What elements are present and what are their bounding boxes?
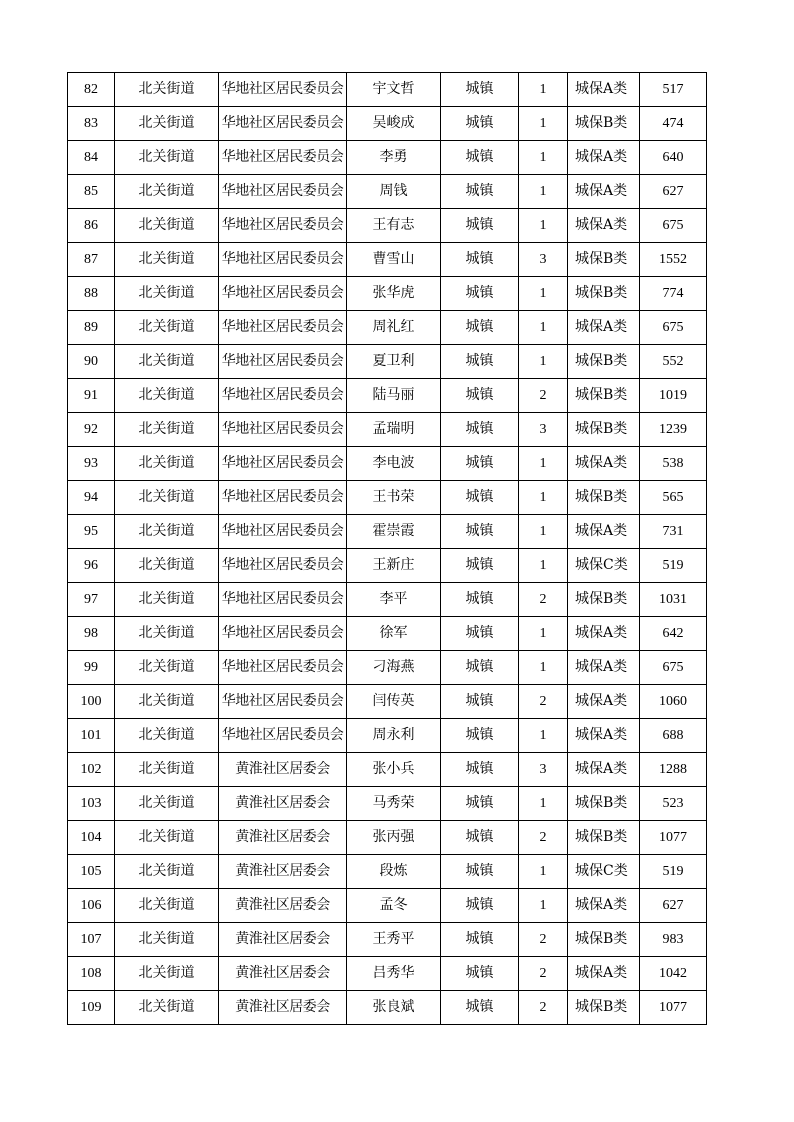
household-type-cell: 城镇 [441, 889, 519, 923]
category-cell: 城保A类 [568, 651, 640, 685]
category-cell: 城保A类 [568, 889, 640, 923]
category-cell: 城保C类 [568, 855, 640, 889]
household-type-cell: 城镇 [441, 787, 519, 821]
household-type-cell: 城镇 [441, 243, 519, 277]
street-cell: 北关街道 [115, 141, 219, 175]
table-row [68, 209, 707, 243]
category-cell: 城保C类 [568, 549, 640, 583]
amount-cell: 1077 [640, 821, 707, 855]
row-number-cell: 104 [68, 821, 115, 855]
community-cell: 黄淮社区居委会 [219, 821, 347, 855]
amount-cell: 731 [640, 515, 707, 549]
street-cell: 北关街道 [115, 617, 219, 651]
amount-cell: 774 [640, 277, 707, 311]
community-cell: 华地社区居民委员会 [219, 277, 347, 311]
row-number-cell: 103 [68, 787, 115, 821]
category-cell: 城保A类 [568, 515, 640, 549]
table-row [68, 821, 707, 855]
household-type-cell: 城镇 [441, 447, 519, 481]
community-cell: 黄淮社区居委会 [219, 889, 347, 923]
row-number-cell: 102 [68, 753, 115, 787]
member-count-cell: 1 [519, 549, 568, 583]
household-type-cell: 城镇 [441, 923, 519, 957]
row-number-cell: 93 [68, 447, 115, 481]
table-row [68, 379, 707, 413]
category-cell: 城保B类 [568, 991, 640, 1025]
table-row [68, 447, 707, 481]
member-count-cell: 2 [519, 379, 568, 413]
amount-cell: 642 [640, 617, 707, 651]
table-body [68, 73, 707, 1025]
amount-cell: 1288 [640, 753, 707, 787]
person-name-cell: 陆马丽 [347, 379, 441, 413]
table-row [68, 413, 707, 447]
street-cell: 北关街道 [115, 549, 219, 583]
member-count-cell: 1 [519, 787, 568, 821]
amount-cell: 474 [640, 107, 707, 141]
community-cell: 华地社区居民委员会 [219, 243, 347, 277]
row-number-cell: 106 [68, 889, 115, 923]
row-number-cell: 107 [68, 923, 115, 957]
category-cell: 城保A类 [568, 957, 640, 991]
household-type-cell: 城镇 [441, 73, 519, 107]
row-number-cell: 101 [68, 719, 115, 753]
person-name-cell: 张良斌 [347, 991, 441, 1025]
row-number-cell: 98 [68, 617, 115, 651]
person-name-cell: 霍崇霞 [347, 515, 441, 549]
household-type-cell: 城镇 [441, 719, 519, 753]
row-number-cell: 86 [68, 209, 115, 243]
amount-cell: 565 [640, 481, 707, 515]
member-count-cell: 1 [519, 855, 568, 889]
street-cell: 北关街道 [115, 345, 219, 379]
row-number-cell: 105 [68, 855, 115, 889]
person-name-cell: 马秀荣 [347, 787, 441, 821]
household-type-cell: 城镇 [441, 209, 519, 243]
street-cell: 北关街道 [115, 277, 219, 311]
community-cell: 黄淮社区居委会 [219, 787, 347, 821]
amount-cell: 627 [640, 889, 707, 923]
amount-cell: 675 [640, 209, 707, 243]
table-row [68, 651, 707, 685]
amount-cell: 1552 [640, 243, 707, 277]
row-number-cell: 85 [68, 175, 115, 209]
category-cell: 城保B类 [568, 345, 640, 379]
person-name-cell: 王有志 [347, 209, 441, 243]
category-cell: 城保A类 [568, 141, 640, 175]
street-cell: 北关街道 [115, 515, 219, 549]
street-cell: 北关街道 [115, 481, 219, 515]
community-cell: 黄淮社区居委会 [219, 855, 347, 889]
member-count-cell: 1 [519, 617, 568, 651]
person-name-cell: 李电波 [347, 447, 441, 481]
category-cell: 城保A类 [568, 753, 640, 787]
member-count-cell: 2 [519, 685, 568, 719]
member-count-cell: 1 [519, 73, 568, 107]
street-cell: 北关街道 [115, 923, 219, 957]
table-row [68, 175, 707, 209]
street-cell: 北关街道 [115, 787, 219, 821]
person-name-cell: 吕秀华 [347, 957, 441, 991]
amount-cell: 552 [640, 345, 707, 379]
household-type-cell: 城镇 [441, 991, 519, 1025]
person-name-cell: 李平 [347, 583, 441, 617]
row-number-cell: 84 [68, 141, 115, 175]
row-number-cell: 108 [68, 957, 115, 991]
row-number-cell: 83 [68, 107, 115, 141]
person-name-cell: 王秀平 [347, 923, 441, 957]
community-cell: 华地社区居民委员会 [219, 107, 347, 141]
household-type-cell: 城镇 [441, 957, 519, 991]
community-cell: 黄淮社区居委会 [219, 991, 347, 1025]
table-row [68, 311, 707, 345]
household-type-cell: 城镇 [441, 821, 519, 855]
category-cell: 城保B类 [568, 379, 640, 413]
table-row [68, 481, 707, 515]
person-name-cell: 段炼 [347, 855, 441, 889]
household-type-cell: 城镇 [441, 855, 519, 889]
table-row [68, 583, 707, 617]
household-type-cell: 城镇 [441, 277, 519, 311]
amount-cell: 1239 [640, 413, 707, 447]
person-name-cell: 周永利 [347, 719, 441, 753]
category-cell: 城保B类 [568, 583, 640, 617]
person-name-cell: 周钱 [347, 175, 441, 209]
household-type-cell: 城镇 [441, 583, 519, 617]
amount-cell: 983 [640, 923, 707, 957]
row-number-cell: 94 [68, 481, 115, 515]
community-cell: 华地社区居民委员会 [219, 617, 347, 651]
community-cell: 黄淮社区居委会 [219, 957, 347, 991]
street-cell: 北关街道 [115, 957, 219, 991]
person-name-cell: 王书荣 [347, 481, 441, 515]
category-cell: 城保A类 [568, 685, 640, 719]
household-type-cell: 城镇 [441, 311, 519, 345]
row-number-cell: 82 [68, 73, 115, 107]
member-count-cell: 1 [519, 107, 568, 141]
amount-cell: 1077 [640, 991, 707, 1025]
community-cell: 华地社区居民委员会 [219, 685, 347, 719]
person-name-cell: 张小兵 [347, 753, 441, 787]
household-type-cell: 城镇 [441, 107, 519, 141]
street-cell: 北关街道 [115, 855, 219, 889]
member-count-cell: 1 [519, 345, 568, 379]
category-cell: 城保B类 [568, 107, 640, 141]
row-number-cell: 109 [68, 991, 115, 1025]
category-cell: 城保A类 [568, 311, 640, 345]
street-cell: 北关街道 [115, 311, 219, 345]
amount-cell: 538 [640, 447, 707, 481]
table-row [68, 719, 707, 753]
community-cell: 华地社区居民委员会 [219, 413, 347, 447]
member-count-cell: 1 [519, 515, 568, 549]
household-type-cell: 城镇 [441, 379, 519, 413]
row-number-cell: 99 [68, 651, 115, 685]
amount-cell: 675 [640, 311, 707, 345]
amount-cell: 1031 [640, 583, 707, 617]
street-cell: 北关街道 [115, 821, 219, 855]
person-name-cell: 夏卫利 [347, 345, 441, 379]
person-name-cell: 周礼红 [347, 311, 441, 345]
person-name-cell: 吴峻成 [347, 107, 441, 141]
community-cell: 华地社区居民委员会 [219, 719, 347, 753]
amount-cell: 1042 [640, 957, 707, 991]
household-type-cell: 城镇 [441, 549, 519, 583]
amount-cell: 517 [640, 73, 707, 107]
table-row [68, 345, 707, 379]
table-row [68, 889, 707, 923]
category-cell: 城保B类 [568, 277, 640, 311]
community-cell: 黄淮社区居委会 [219, 753, 347, 787]
street-cell: 北关街道 [115, 379, 219, 413]
community-cell: 华地社区居民委员会 [219, 447, 347, 481]
household-type-cell: 城镇 [441, 481, 519, 515]
table-row [68, 855, 707, 889]
amount-cell: 519 [640, 855, 707, 889]
street-cell: 北关街道 [115, 719, 219, 753]
table-row [68, 617, 707, 651]
table-row [68, 685, 707, 719]
community-cell: 华地社区居民委员会 [219, 515, 347, 549]
community-cell: 华地社区居民委员会 [219, 549, 347, 583]
member-count-cell: 1 [519, 889, 568, 923]
table-row [68, 277, 707, 311]
community-cell: 华地社区居民委员会 [219, 311, 347, 345]
street-cell: 北关街道 [115, 753, 219, 787]
street-cell: 北关街道 [115, 583, 219, 617]
table-row [68, 73, 707, 107]
person-name-cell: 李勇 [347, 141, 441, 175]
table-row [68, 753, 707, 787]
member-count-cell: 1 [519, 651, 568, 685]
member-count-cell: 3 [519, 243, 568, 277]
member-count-cell: 1 [519, 719, 568, 753]
member-count-cell: 2 [519, 957, 568, 991]
member-count-cell: 2 [519, 991, 568, 1025]
community-cell: 华地社区居民委员会 [219, 209, 347, 243]
street-cell: 北关街道 [115, 243, 219, 277]
street-cell: 北关街道 [115, 889, 219, 923]
member-count-cell: 1 [519, 277, 568, 311]
street-cell: 北关街道 [115, 447, 219, 481]
member-count-cell: 1 [519, 481, 568, 515]
row-number-cell: 87 [68, 243, 115, 277]
amount-cell: 627 [640, 175, 707, 209]
household-type-cell: 城镇 [441, 651, 519, 685]
category-cell: 城保B类 [568, 413, 640, 447]
community-cell: 华地社区居民委员会 [219, 141, 347, 175]
person-name-cell: 孟瑞明 [347, 413, 441, 447]
person-name-cell: 徐军 [347, 617, 441, 651]
member-count-cell: 1 [519, 311, 568, 345]
category-cell: 城保B类 [568, 923, 640, 957]
person-name-cell: 张华虎 [347, 277, 441, 311]
person-name-cell: 宇文哲 [347, 73, 441, 107]
table-row [68, 787, 707, 821]
community-cell: 黄淮社区居委会 [219, 923, 347, 957]
category-cell: 城保B类 [568, 787, 640, 821]
category-cell: 城保B类 [568, 243, 640, 277]
member-count-cell: 1 [519, 175, 568, 209]
category-cell: 城保A类 [568, 73, 640, 107]
category-cell: 城保A类 [568, 447, 640, 481]
person-name-cell: 刁海燕 [347, 651, 441, 685]
street-cell: 北关街道 [115, 73, 219, 107]
member-count-cell: 2 [519, 821, 568, 855]
table-row [68, 991, 707, 1025]
table-row [68, 957, 707, 991]
member-count-cell: 1 [519, 447, 568, 481]
table-row [68, 515, 707, 549]
household-type-cell: 城镇 [441, 413, 519, 447]
person-name-cell: 曹雪山 [347, 243, 441, 277]
row-number-cell: 95 [68, 515, 115, 549]
community-cell: 华地社区居民委员会 [219, 175, 347, 209]
community-cell: 华地社区居民委员会 [219, 583, 347, 617]
row-number-cell: 89 [68, 311, 115, 345]
member-count-cell: 3 [519, 413, 568, 447]
member-count-cell: 1 [519, 209, 568, 243]
table-row [68, 107, 707, 141]
person-name-cell: 王新庄 [347, 549, 441, 583]
community-cell: 华地社区居民委员会 [219, 73, 347, 107]
household-type-cell: 城镇 [441, 753, 519, 787]
amount-cell: 640 [640, 141, 707, 175]
row-number-cell: 100 [68, 685, 115, 719]
street-cell: 北关街道 [115, 175, 219, 209]
amount-cell: 688 [640, 719, 707, 753]
table-row [68, 141, 707, 175]
person-name-cell: 孟冬 [347, 889, 441, 923]
household-type-cell: 城镇 [441, 515, 519, 549]
amount-cell: 523 [640, 787, 707, 821]
row-number-cell: 88 [68, 277, 115, 311]
row-number-cell: 90 [68, 345, 115, 379]
member-count-cell: 1 [519, 141, 568, 175]
table-row [68, 923, 707, 957]
category-cell: 城保A类 [568, 719, 640, 753]
household-type-cell: 城镇 [441, 345, 519, 379]
household-type-cell: 城镇 [441, 617, 519, 651]
member-count-cell: 3 [519, 753, 568, 787]
community-cell: 华地社区居民委员会 [219, 379, 347, 413]
category-cell: 城保B类 [568, 481, 640, 515]
community-cell: 华地社区居民委员会 [219, 651, 347, 685]
amount-cell: 1019 [640, 379, 707, 413]
household-type-cell: 城镇 [441, 141, 519, 175]
amount-cell: 1060 [640, 685, 707, 719]
row-number-cell: 96 [68, 549, 115, 583]
category-cell: 城保A类 [568, 209, 640, 243]
person-name-cell: 闫传英 [347, 685, 441, 719]
street-cell: 北关街道 [115, 209, 219, 243]
row-number-cell: 92 [68, 413, 115, 447]
household-type-cell: 城镇 [441, 685, 519, 719]
community-cell: 华地社区居民委员会 [219, 481, 347, 515]
category-cell: 城保B类 [568, 821, 640, 855]
row-number-cell: 97 [68, 583, 115, 617]
category-cell: 城保A类 [568, 617, 640, 651]
street-cell: 北关街道 [115, 991, 219, 1025]
street-cell: 北关街道 [115, 413, 219, 447]
member-count-cell: 2 [519, 583, 568, 617]
person-name-cell: 张丙强 [347, 821, 441, 855]
community-cell: 华地社区居民委员会 [219, 345, 347, 379]
assistance-table [67, 72, 707, 1025]
street-cell: 北关街道 [115, 651, 219, 685]
amount-cell: 675 [640, 651, 707, 685]
table-row [68, 243, 707, 277]
row-number-cell: 91 [68, 379, 115, 413]
street-cell: 北关街道 [115, 107, 219, 141]
amount-cell: 519 [640, 549, 707, 583]
category-cell: 城保A类 [568, 175, 640, 209]
household-type-cell: 城镇 [441, 175, 519, 209]
street-cell: 北关街道 [115, 685, 219, 719]
member-count-cell: 2 [519, 923, 568, 957]
table-row [68, 549, 707, 583]
